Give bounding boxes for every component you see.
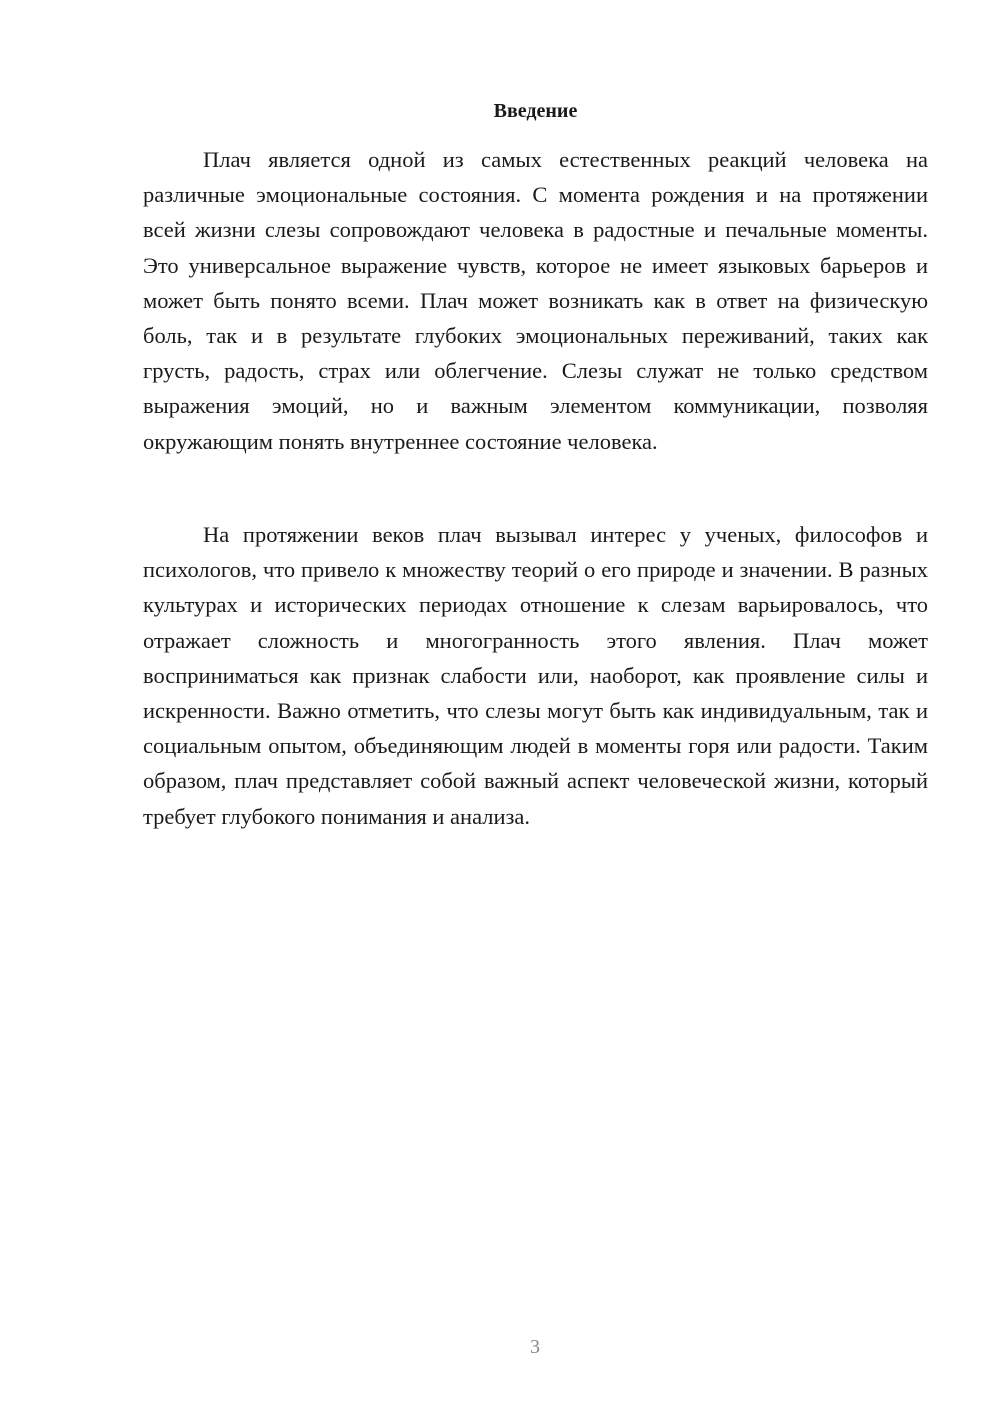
paragraph-2: На протяжении веков плач вызывал интерес у ученых, философов и психологов, что привело к множеству теорий о его природе и значении. В разных культурах и исторических периодах отношение к слезам варьировалось, что отражает сложность и многогранность этого явления. Плач может восприниматься как признак слабости или, наоборот, как проявление силы и искренности. Важно отметить, что слезы могут быть как индивидуальным, так и социальным опытом, объединяющим людей в моменты горя или радости. Таким образом, плач представляет собой важный аспект человеческой жизни, который требует глубокого понимания и анализа. — [143, 522, 928, 829]
paragraph-1: Плач является одной из самых естественных реакций человека на различные эмоциональные состояния. С момента рождения и на протяжении всей жизни слезы сопровождают человека в радостные и печальные моменты. Это универсальное выражение чувств, которое не имеет языковых барьеров и может быть понято всеми. Плач может возникать как в ответ на физическую боль, так и в результате глубоких эмоциональных переживаний, таких как грусть, радость, страх или облегчение. Слезы служат не только средством выражения эмоций, но и важным элементом коммуникации, позволяя окружающим понять внутреннее состояние человека. — [143, 147, 928, 454]
section-heading: Введение — [493, 100, 578, 122]
page-number: 3 — [530, 1336, 540, 1358]
